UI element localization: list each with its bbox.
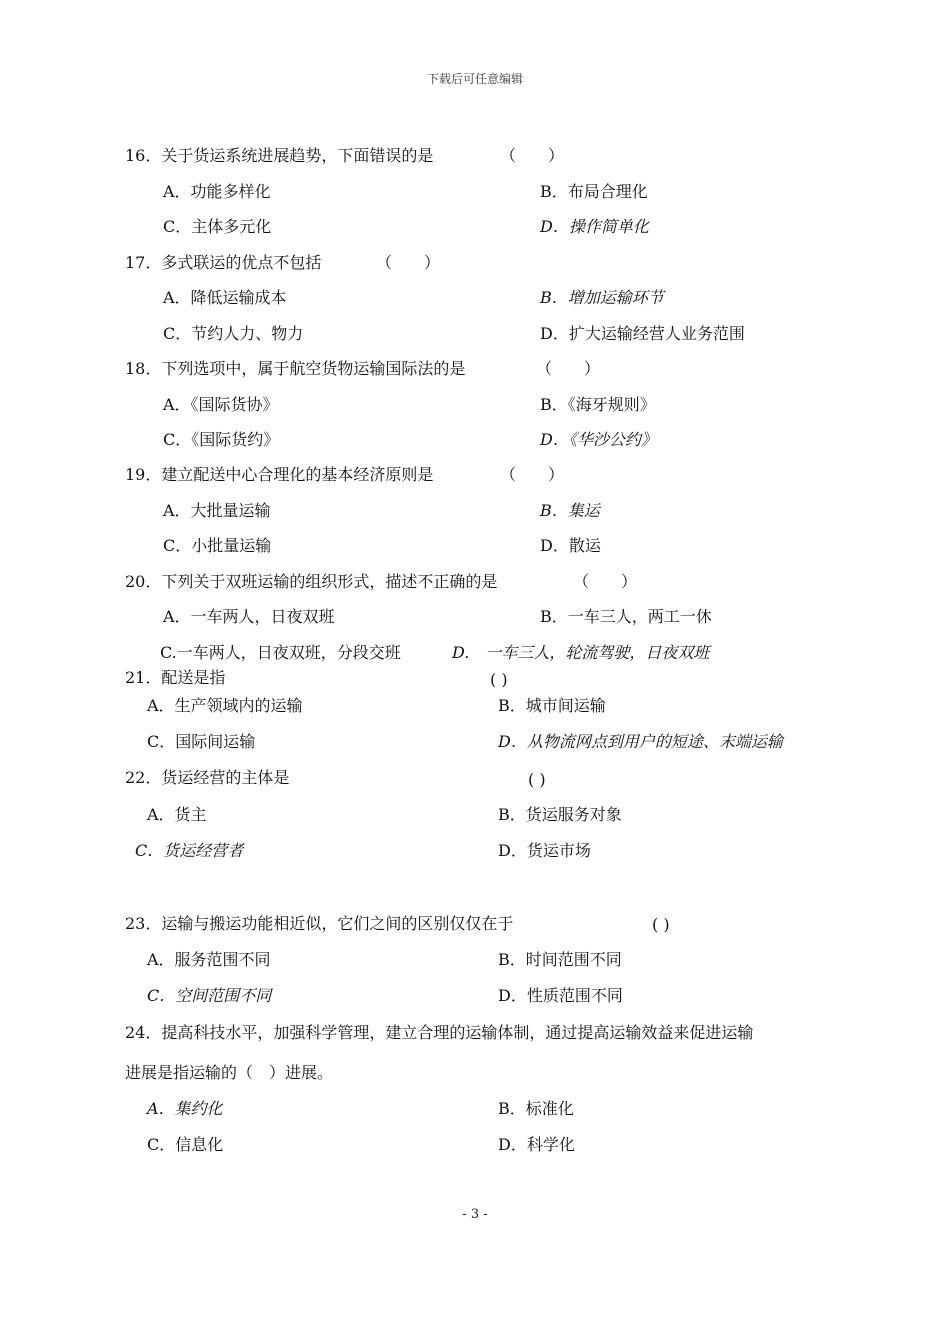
question-17-option-d: D．扩大运输经营人业务范围: [540, 324, 745, 343]
page-number: - 3 -: [462, 1207, 488, 1222]
question-21-stem: 21．配送是指: [125, 668, 226, 687]
question-22-option-d: D．货运市场: [498, 841, 591, 860]
question-23-stem: 23．运输与搬运功能相近似，它们之间的区别仅仅在于: [125, 914, 514, 933]
question-18-stem: 18．下列选项中，属于航空货物运输国际法的是: [125, 359, 466, 378]
question-23-option-d: D．性质范围不同: [498, 986, 623, 1005]
question-22-option-a: A．货主: [147, 805, 207, 824]
question-22-answer-blank: ( ): [528, 770, 546, 789]
question-22-stem: 22．货运经营的主体是: [125, 768, 290, 787]
question-20-stem: 20．下列关于双班运输的组织形式，描述不正确的是: [125, 572, 498, 591]
question-19-option-b: B．集运: [540, 501, 600, 520]
question-21-option-a: A．生产领域内的运输: [147, 696, 303, 715]
question-18-answer-blank: （ ）: [536, 359, 601, 378]
question-19-stem: 19．建立配送中心合理化的基本经济原则是: [125, 465, 434, 484]
question-18-option-c: C．《国际货约》: [163, 430, 280, 449]
question-19-option-d: D．散运: [540, 536, 601, 555]
question-21-answer-blank: ( ): [490, 670, 508, 689]
question-17-answer-blank: （ ）: [376, 253, 441, 272]
question-17-option-b: B．增加运输环节: [540, 288, 664, 307]
question-23-option-b: B．时间范围不同: [498, 950, 622, 969]
page-header: 下载后可任意编辑: [426, 72, 523, 86]
question-18-option-b: B．《海牙规则》: [540, 395, 656, 414]
question-16-option-c: C．主体多元化: [163, 217, 272, 236]
question-19-option-a: A．大批量运输: [163, 501, 271, 520]
question-22-option-c: C．货运经营者: [135, 841, 244, 860]
question-24-option-a: A．集约化: [147, 1099, 223, 1118]
question-17-option-a: A．降低运输成本: [163, 288, 287, 307]
question-18-option-d: D．《华沙公约》: [540, 430, 657, 449]
question-16-answer-blank: （ ）: [500, 146, 565, 165]
question-23-option-c: C．空间范围不同: [147, 986, 272, 1005]
question-21-option-b: B．城市间运输: [498, 696, 606, 715]
question-20-option-a: A．一车两人，日夜双班: [163, 607, 335, 626]
question-16-option-d: D．操作简单化: [540, 217, 649, 236]
question-18-option-a: A．《国际货协》: [163, 395, 279, 414]
question-17-option-c: C．节约人力、物力: [163, 324, 304, 343]
question-24-option-c: C．信息化: [147, 1135, 224, 1154]
question-16-option-a: A．功能多样化: [163, 182, 271, 201]
question-21-option-d: D．从物流网点到用户的短途、末端运输: [498, 732, 783, 751]
question-20-answer-blank: （ ）: [573, 572, 638, 591]
question-20-option-c: C.一车两人，日夜双班，分段交班: [160, 643, 401, 662]
question-16-option-b: B．布局合理化: [540, 182, 648, 201]
question-24-option-d: D．科学化: [498, 1135, 575, 1154]
question-23-answer-blank: ( ): [652, 915, 670, 934]
question-17-stem: 17．多式联运的优点不包括: [125, 253, 322, 272]
question-23-option-a: A．服务范围不同: [147, 950, 271, 969]
question-21-option-c: C．国际间运输: [147, 732, 256, 751]
question-16-stem: 16．关于货运系统进展趋势，下面错误的是: [125, 146, 434, 165]
question-19-option-c: C．小批量运输: [163, 536, 272, 555]
question-19-answer-blank: （ ）: [500, 465, 565, 484]
question-24-option-b: B．标准化: [498, 1099, 574, 1118]
question-20-option-b: B．一车三人，两工一休: [540, 607, 712, 626]
question-22-option-b: B．货运服务对象: [498, 805, 622, 824]
question-24-stem-line-2: 进展是指运输的（ ）进展。: [125, 1063, 334, 1082]
question-20-option-d: D. 一车三人，轮流驾驶，日夜双班: [452, 643, 710, 662]
question-24-stem-line-1: 24．提高科技水平，加强科学管理，建立合理的运输体制，通过提高运输效益来促进运输: [125, 1023, 754, 1042]
